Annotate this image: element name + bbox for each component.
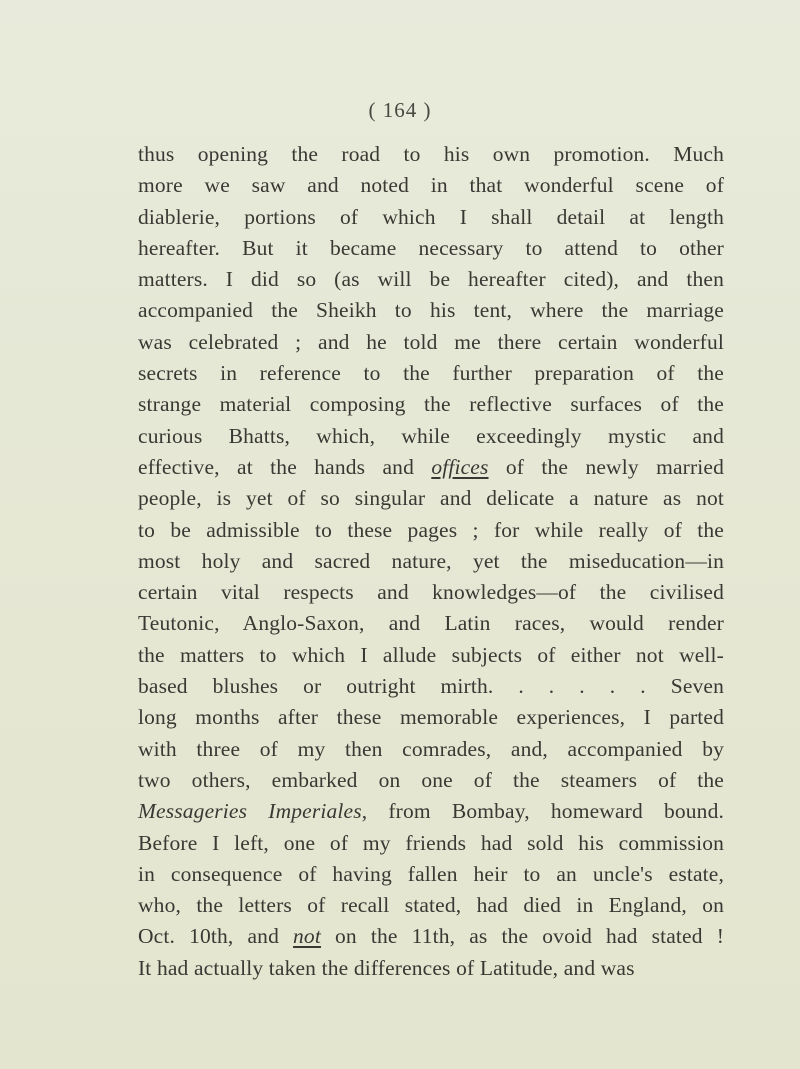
text-run: It had actually taken the differences of Latitude, and was — [138, 955, 635, 980]
text-run: matters. I did so (as will be hereafter cited), and then — [138, 267, 724, 292]
text-run: who, the letters of recall stated, had died in England, on — [138, 893, 724, 918]
text-run: Before I left, one of my friends had sold his commission — [138, 830, 724, 855]
text-line — [138, 640, 724, 671]
text-line — [138, 828, 724, 859]
text-run: of the newly married — [488, 454, 724, 479]
text-run: more we saw and noted in that wonderful scene of — [138, 173, 724, 198]
text-run: Teutonic, Anglo-Saxon, and Latin races, would render — [138, 611, 724, 636]
text-run: based blushes or outright mirth. . . . . . Seven — [138, 674, 724, 699]
text-run: on the 11th, as the ovoid had stated ! — [320, 924, 725, 949]
text-line — [138, 233, 724, 264]
text-line — [138, 139, 724, 170]
text-run: the matters to which I allude subjects of either not well- — [138, 642, 724, 667]
text-line — [138, 953, 724, 984]
page-number: ( 164 ) — [368, 98, 432, 122]
text-run: most holy and sacred nature, yet the miseducation—in — [138, 548, 724, 573]
text-line — [138, 796, 724, 827]
text-run: accompanied the Sheikh to his tent, where the marriage — [138, 298, 724, 323]
text-run: thus opening the road to his own promotion. Much — [138, 142, 724, 166]
text-line — [138, 577, 724, 608]
text-line — [138, 671, 724, 702]
text-run: hereafter. But it became necessary to attend to other — [138, 235, 724, 260]
italic-phrase: offices — [431, 454, 489, 479]
text-run: long months after these memorable experiences, I parted — [138, 705, 724, 730]
text-run: Oct. 10th, and — [138, 924, 294, 949]
text-line — [138, 702, 724, 733]
text-run: was celebrated ; and he told me there certain wonderful — [138, 329, 724, 354]
text-line — [138, 421, 724, 452]
text-run: to be admissible to these pages ; for while really of the — [138, 517, 724, 542]
text-run: with three of my then comrades, and, accompanied by — [138, 736, 724, 761]
text-line — [138, 327, 724, 358]
text-line — [138, 734, 724, 765]
text-run: secrets in reference to the further preparation of the — [138, 361, 724, 386]
text-run: in consequence of having fallen heir to an uncle's estate, — [138, 861, 724, 886]
text-line — [138, 264, 724, 295]
text-line — [138, 859, 724, 890]
text-run: diablerie, portions of which I shall detail at length — [138, 204, 724, 229]
text-line — [138, 515, 724, 546]
text-line — [138, 608, 724, 639]
text-line — [138, 202, 724, 233]
italic-phrase: Messageries Imperiales — [138, 799, 362, 824]
text-line — [138, 389, 724, 420]
text-line — [138, 890, 724, 921]
text-line — [138, 358, 724, 389]
text-line — [138, 546, 724, 577]
text-run: people, is yet of so singular and delicate a nature as not — [138, 486, 724, 511]
text-run: two others, embarked on one of the steamers of the — [138, 767, 724, 792]
text-run: certain vital respects and knowledges—of the civilised — [138, 580, 724, 605]
text-line — [138, 295, 724, 326]
text-run: , from Bombay, homeward bound. — [361, 799, 725, 824]
text-line — [138, 921, 724, 952]
text-run: effective, at the hands and — [138, 454, 432, 479]
text-line — [138, 765, 724, 796]
text-line — [138, 452, 724, 483]
text-line — [138, 170, 724, 201]
text-run: strange material composing the reflective surfaces of the — [138, 392, 724, 417]
text-run: curious Bhatts, which, while exceedingly mystic and — [138, 423, 724, 448]
text-line — [138, 483, 724, 514]
italic-phrase: not — [293, 924, 321, 949]
body-text — [138, 139, 724, 984]
